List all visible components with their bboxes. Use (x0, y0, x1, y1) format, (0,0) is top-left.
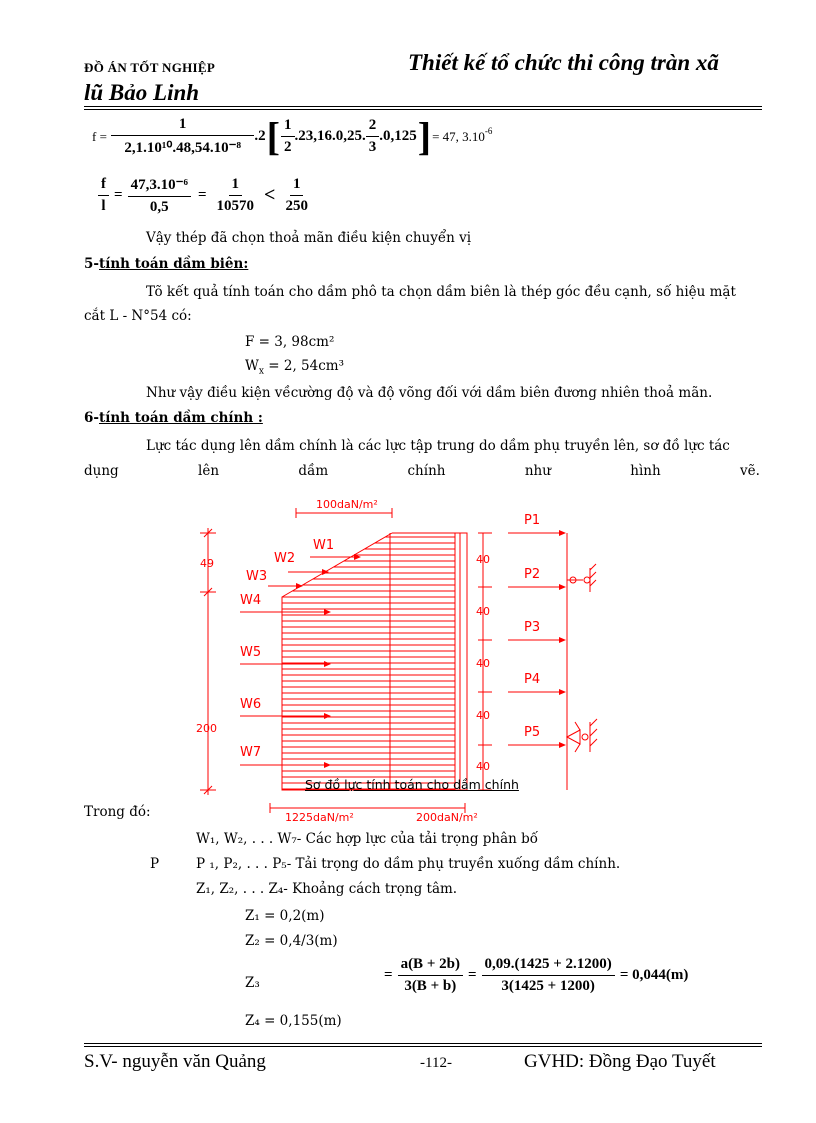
formula2-frac-f-l: $\frac{f}{l}$ (98, 176, 109, 215)
w4-label: W4 (240, 593, 262, 608)
formula2-frac-result: $\frac{1}{10570}$ (216, 176, 255, 214)
z1-value: Z₁ = 0,2(m) (245, 908, 325, 924)
footer-advisor: GVHD: Đồng Đạo Tuyết (524, 1051, 716, 1072)
p-arrows (508, 533, 565, 745)
dim-label-49: 49 (200, 557, 214, 570)
w5-label: W5 (240, 645, 262, 660)
section5-heading: 5-tính toán dầm biên: (84, 256, 249, 272)
spacing-label-1: 40 (476, 553, 490, 566)
formula1-frac-half: $\frac{1}{2}$ (281, 117, 295, 156)
formula1-num: 1 (111, 116, 255, 136)
spacing-label-3: 40 (476, 657, 490, 670)
p1-label: P1 (524, 513, 541, 528)
formula1-lhs: f = (92, 128, 107, 144)
formula1-mid2: .23,16.0,25. (294, 128, 366, 144)
z3-formula: = $\frac{a(B + 2b)}{3(B + b)}$ = $\frac{0,09.(1425 + 2.1200)}{3(1425 + 1200)}$ = 0,044(m) (384, 956, 689, 994)
section5-modulus: $W_x = 2$, 54cm³ (245, 358, 344, 377)
top-load-label: 100daN/m² (316, 498, 378, 511)
legend-p: P ₁, P₂, . . . P₅- Tải trọng do dầm phụ truyền xuống dầm chính. (196, 856, 621, 872)
w-arrows (240, 557, 360, 765)
z3-result: = 0,044(m) (619, 967, 689, 983)
formula1-mid: .2 (254, 128, 266, 144)
footer-page-number: -112- (420, 1055, 452, 1071)
section5-line3: Như vậy điều kiện vềcường độ và độ võng đối với dầm biên đương nhiên thoả mãn. (146, 385, 713, 401)
z3-label: Z₃ (245, 975, 260, 991)
legend-p-marker: P (150, 856, 160, 872)
header-left: ĐỒ ÁN TỐT NGHIỆP (84, 60, 216, 75)
p5-label: P5 (524, 725, 541, 740)
p3-label: P3 (524, 620, 541, 635)
main-beam (455, 533, 467, 790)
diagram-caption: Sơ đồ lực tính toán cho dầm chính (305, 777, 519, 792)
footer-rule-1 (84, 1043, 762, 1044)
w6-label: W6 (240, 697, 262, 712)
formula1-tail: .0,125 (379, 128, 417, 144)
formula2-frac-value: $\frac{\text{47,3.10⁻⁶}}{0,5}$ (128, 175, 191, 216)
p4-label: P4 (524, 672, 541, 687)
z3-frac2: $\frac{0,09.(1425 + 2.1200)}{3(1425 + 1200)}$ (482, 956, 615, 995)
formula1-den: 2,1.10¹⁰.48,54.10⁻⁸ (124, 140, 242, 156)
section6-heading: 6-tính toán dầm chính : (84, 410, 263, 426)
z4-value: Z₄ = 0,155(m) (245, 1013, 342, 1029)
section5-line2: cắt L - N°54 có: (84, 308, 192, 324)
footer-student: S.V- nguyễn văn Quảng (84, 1051, 266, 1072)
load-hatching (282, 537, 455, 789)
support-bottom (567, 730, 580, 744)
bottom-load-left-label: 1225daN/m² (285, 811, 354, 824)
formula1-result: = 47, 3.10 (432, 128, 485, 144)
bottom-load-right-label: 200daN/m² (416, 811, 478, 824)
w1-label: W1 (313, 538, 335, 553)
z2-value: Z₂ = 0,4/3(m) (245, 933, 338, 949)
bracket-left: [ (266, 113, 280, 159)
formula2-frac-limit: $\frac{1}{250}$ (285, 176, 308, 214)
section6-line2: dụng lên dầm chính như hình vẽ. (84, 463, 760, 479)
p2-label: P2 (524, 567, 541, 582)
formula1-exp: -6 (484, 125, 493, 136)
legend-z: Z₁, Z₂, . . . Z₄- Khoảng cách trọng tâm. (196, 881, 458, 897)
spacing-label-2: 40 (476, 605, 490, 618)
section5-line1: Tõ kết quả tính toán cho dầm phô ta chọn dầm biên là thép góc đều cạnh, số hiệu mặt (146, 284, 736, 300)
header-right: Thiết kế tổ chức thi công tràn xã (408, 50, 719, 75)
footer-rule-2 (84, 1046, 762, 1047)
legend-intro: Trong đó: (84, 804, 151, 820)
conclusion-text: Vậy thép đã chọn thoả mãn điều kiện chuyển vị (146, 230, 472, 246)
header-name: lũ Bảo Linh (84, 80, 200, 105)
section5-area: F = 3, 98cm² (245, 334, 335, 350)
z3-frac1: $\frac{a(B + 2b)}{3(B + b)}$ (398, 956, 463, 995)
formula-ratio: $\frac{f}{l}$ = $\frac{\text{47,3.10⁻⁶}}{0,5}$ = $\frac{1}{10570}$ < $\frac{1}{250}$ (98, 175, 311, 216)
spacing-label-5: 40 (476, 760, 490, 773)
w2-label: W2 (274, 551, 296, 566)
legend-w: W₁, W₂, . . . W₇- Các hợp lực của tải trọng phân bố (196, 831, 539, 847)
dim-label-200: 200 (196, 722, 217, 735)
w7-label: W7 (240, 745, 262, 760)
section6-line1: Lực tác dụng lên dầm chính là các lực tập trung do dầm phụ truyền lên, sơ đồ lực tác (146, 438, 730, 454)
w3-label: W3 (246, 569, 268, 584)
formula1-frac-twothirds: $\frac{2}{3}$ (366, 117, 380, 156)
bracket-right: ] (417, 113, 432, 159)
spacing-label-4: 40 (476, 709, 490, 722)
